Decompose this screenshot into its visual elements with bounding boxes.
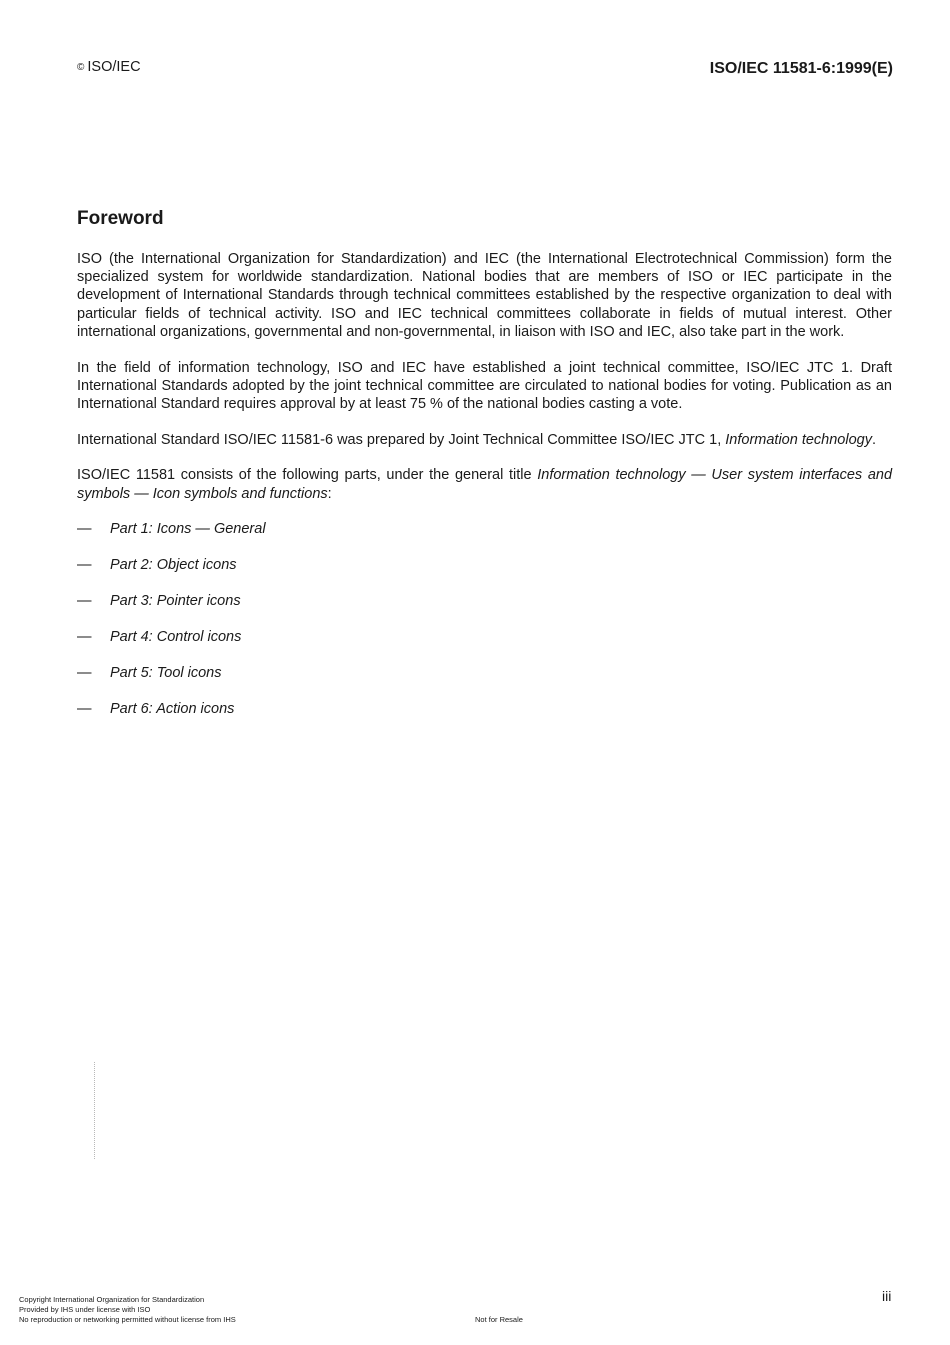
header-copyright	[77, 59, 141, 75]
footer-line: No reproduction or networking permitted without license from IHS	[19, 1315, 236, 1324]
page-number: iii	[882, 1288, 892, 1304]
list-item	[77, 556, 892, 574]
paragraph-iso-iec-intro: ISO (the International Organization for Standardization) and IEC (the International Electrotechnical Commission) form the specialized system for worldwide standardization. National bodies that are members of ISO or IEC participate in the development of International Standards through technical committees established by the respective organization to deal with particular fields of technical activity. ISO and IEC technical committees collaborate in fields of mutual interest. Other international organizations, governmental and non-governmental, in liaison with ISO and IEC, also take part in the work.	[77, 251, 892, 340]
prepared-by-italic: Information technology	[725, 431, 872, 448]
parts-list	[77, 520, 892, 718]
footer-not-for-resale: Not for Resale	[475, 1315, 523, 1324]
list-item	[77, 628, 892, 646]
paragraph-prepared-by	[77, 431, 892, 449]
document-identifier: ISO/IEC 11581-6:1999(E)	[709, 60, 893, 77]
part-label: Part 6: Action icons	[110, 701, 235, 718]
header-organization: ISO/IEC	[87, 59, 141, 75]
part-label: Part 5: Tool icons	[110, 665, 222, 682]
list-dash: —	[77, 521, 92, 538]
list-item	[77, 520, 892, 538]
prepared-by-text: International Standard ISO/IEC 11581-6 was prepared by Joint Technical Committee ISO/IEC JTC 1,	[77, 431, 726, 448]
footer-copyright	[19, 1295, 236, 1325]
prepared-by-end: .	[871, 431, 876, 448]
list-item	[77, 592, 892, 610]
list-dash: —	[77, 557, 92, 574]
list-dash: —	[77, 629, 92, 646]
footer-line: Copyright International Organization for Standardization	[19, 1295, 205, 1304]
part-label: Part 4: Control icons	[110, 629, 242, 646]
list-dash: —	[77, 701, 92, 718]
paragraph-parts-intro	[77, 466, 892, 502]
list-dash: —	[77, 593, 92, 610]
foreword-section	[77, 208, 892, 736]
section-title: Foreword	[77, 208, 164, 229]
copyright-symbol: ©	[77, 62, 85, 73]
part-label: Part 3: Pointer icons	[110, 593, 241, 610]
list-dash: —	[77, 665, 92, 682]
parts-intro-text: ISO/IEC 11581 consists of the following parts, under the general title	[77, 467, 538, 484]
paragraph-jtc1: In the field of information technology, ISO and IEC have established a joint technical committee, ISO/IEC JTC 1. Draft International Standards adopted by the joint technical committee are circulated to national bodies for voting. Publication as an International Standard requires approval by at least 75 % of the national bodies casting a vote.	[77, 359, 892, 412]
list-item	[77, 700, 892, 718]
part-label: Part 1: Icons — General	[110, 521, 266, 538]
part-label: Part 2: Object icons	[110, 557, 237, 574]
footer-line: Provided by IHS under license with ISO	[19, 1305, 151, 1314]
parts-intro-italic: Information technology — User system interfaces and symbols — Icon symbols and functions	[77, 467, 893, 502]
scan-mark	[94, 1062, 95, 1159]
parts-intro-end: :	[327, 485, 332, 502]
list-item	[77, 664, 892, 682]
